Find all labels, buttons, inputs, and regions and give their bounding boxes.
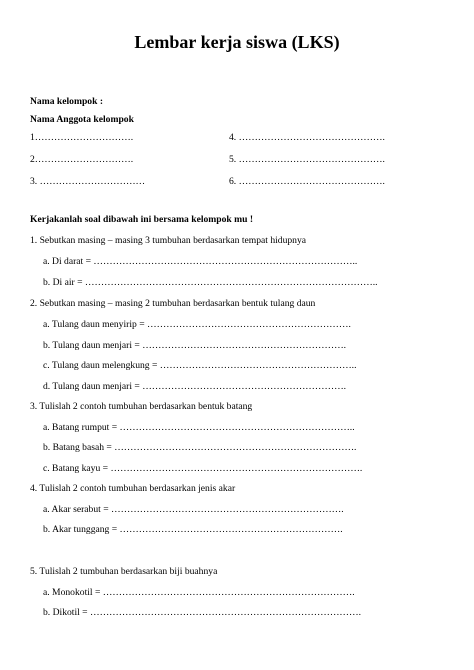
question-5: 5. Tulislah 2 tumbuhan berdasarkan biji buahnya (30, 566, 218, 577)
answer-line-1b[interactable]: b. Di air = ……………………………………………………………………………….. (43, 277, 378, 288)
answer-line-4a[interactable]: a. Akar serabut = ………………………………………………………………. (43, 504, 344, 515)
answer-line-3c[interactable]: c. Batang kayu = ……………………………………………………………………. (43, 463, 363, 474)
member-line-6[interactable]: 6. ………………………………………. (229, 176, 385, 187)
question-4: 4. Tulislah 2 contoh tumbuhan berdasarkan jenis akar (30, 483, 236, 494)
instruction: Kerjakanlah soal dibawah ini bersama kelompok mu ! (30, 214, 254, 225)
page-title: Lembar kerja siswa (LKS) (134, 32, 340, 52)
member-line-5[interactable]: 5. ………………………………………. (229, 154, 385, 165)
answer-line-5a[interactable]: a. Monokotil = ……………………………………………………………………. (43, 587, 355, 598)
member-line-4[interactable]: 4. ………………………………………. (229, 132, 385, 143)
group-name-label: Nama kelompok : (30, 96, 104, 107)
member-line-3[interactable]: 3. …………………………… (30, 176, 146, 187)
question-1: 1. Sebutkan masing – masing 3 tumbuhan berdasarkan tempat hidupnya (30, 235, 307, 246)
question-3: 3. Tulislah 2 contoh tumbuhan berdasarkan bentuk batang (30, 401, 253, 412)
answer-line-3a[interactable]: a. Batang rumput = ……………………………………………………………….. (43, 422, 355, 433)
question-2: 2. Sebutkan masing – masing 2 tumbuhan berdasarkan bentuk tulang daun (30, 298, 316, 309)
answer-line-1a[interactable]: a. Di darat = ……………………………………………………………………….. (43, 256, 358, 267)
answer-line-2b[interactable]: b. Tulang daun menjari = ………………………………………………………. (43, 340, 347, 351)
group-members-label: Nama Anggota kelompok (30, 114, 134, 125)
answer-line-2a[interactable]: a. Tulang daun menyirip = ………………………………………………………. (43, 319, 351, 330)
answer-line-4b[interactable]: b. Akar tunggang = ……………………………………………………………. (43, 524, 343, 535)
answer-line-2c[interactable]: c. Tulang daun melengkung = …………………………………………………….. (43, 360, 357, 371)
answer-line-5b[interactable]: b. Dikotil = …………………………………………………………………………. (43, 607, 362, 618)
member-line-2[interactable]: 2…………………………. (30, 154, 134, 165)
member-line-1[interactable]: 1…………………………. (30, 132, 134, 143)
answer-line-2d[interactable]: d. Tulang daun menjari = ………………………………………………………. (43, 381, 347, 392)
answer-line-3b[interactable]: b. Batang basah = …………………………………………………………………. (43, 442, 357, 453)
